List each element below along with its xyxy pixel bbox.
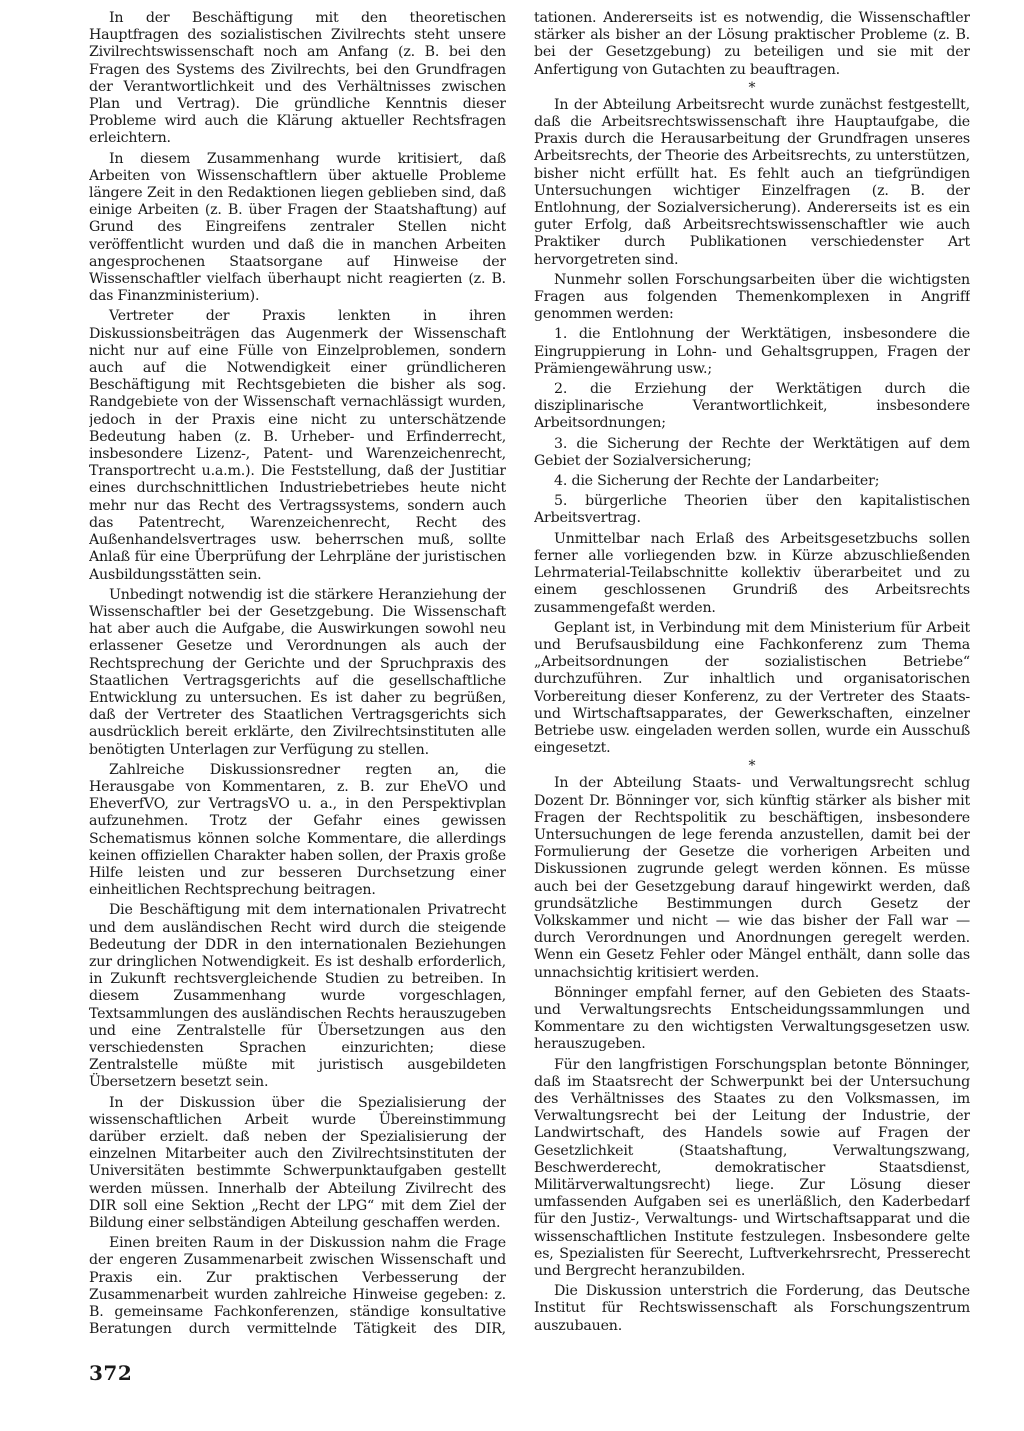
section-divider: * bbox=[748, 758, 756, 775]
left-column bbox=[89, 10, 506, 1336]
paragraph: Die Beschäftigung mit dem internationalen Privatrecht und dem ausländischen Recht wird durch die steigende Bedeutung der DDR in den internationalen Beziehungen zur dringlichen Notwendigkeit. Es ist deshalb erforderlich, in Zukunft rechtsvergleichende Studien zu betreiben. In diesem Zusammenhang wurde vorgeschlagen, Textsammlungen des ausländischen Rechts herauszugeben und eine Zentralstelle für Übersetzungen aus den verschiedensten Sprachen einzurichten; diese Zentralstelle müßte mit juristisch ausgebildeten Übersetzern besetzt sein. bbox=[89, 902, 506, 1091]
paragraph: Vertreter der Praxis lenkten in ihren Diskussionsbeiträgen das Augenmerk der Wissenschaft nicht nur auf eine Fülle von Einzelproblemen, sondern auch auf die Notwendigkeit einer gründlicheren Beschäftigung mit Rechtsgebieten die bisher als sog. Randgebiete von der Wissenschaft vernachlässigt wurden, jedoch in der Praxis eine nicht zu unterschätzende Bedeutung haben (z. B. Urheber- und Erfinderrecht, insbesondere Lizenz-, Patent- und Warenzeichenrecht, Transportrecht u.a.m.). Die Feststellung, daß der Justitiar eines durchschnittlichen Industriebetriebes heute nicht mehr nur das Recht des Vertragssystems, sondern auch das Patentrecht, Warenzeichenrecht, Recht des Außenhandelsvertrages usw. beherrschen muß, sollte Anlaß für eine Überprüfung der Lehrpläne der juristischen Ausbildungsstätten sein. bbox=[89, 308, 506, 583]
list-item: 5. bürgerliche Theorien über den kapitalistischen Arbeitsvertrag. bbox=[534, 493, 970, 527]
list-item: 3. die Sicherung der Rechte der Werktätigen auf dem Gebiet der Sozialversicherung; bbox=[534, 435, 970, 469]
paragraph: In der Beschäftigung mit den theoretischen Hauptfragen des sozialistischen Zivilrechts steht unsere Zivilrechtswissenschaft noch am Anfang (z. B. bei den Fragen des Systems des Zivilrechts, bei den Grundfragen der Verantwortlichkeit und des Verhältnisses zwischen Plan und Vertrag). Die gründliche Kenntnis dieser Probleme wird auch die Klärung aktueller Rechtsfragen erleichtern. bbox=[89, 10, 506, 147]
paragraph: In diesem Zusammenhang wurde kritisiert, daß Arbeiten von Wissenschaftlern über aktuelle Probleme längere Zeit in den Redaktionen liegen geblieben sind, daß einige Arbeiten (z. B. über Fragen der Staatshaftung) auf Grund des Eingreifens zentraler Stellen nicht veröffentlicht wurden und daß die in manchen Arbeiten angesprochenen Staatsorgane auf Hinweise der Wissenschaftler vielfach überhaupt nicht reagierten (z. B. das Finanzministerium). bbox=[89, 150, 506, 305]
paragraph: Für den langfristigen Forschungsplan betonte Bönninger, daß im Staatsrecht der Schwerpunkt bei der Untersuchung des Verhältnisses des Staates zu den Volksmassen, im Verwaltungsrecht bei der Leitung der Industrie, der Landwirtschaft, des Handels sowie auf Fragen der Gesetzlichkeit (Staatshaftung, Verwaltungszwang, Beschwerderecht, demokratischer Staatsdienst, Militärverwaltungsrecht) liege. Zur Lösung dieser umfassenden Aufgaben sei es unerläßlich, den Kaderbedarf für den Justiz-, Verwaltungs- und Wirtschaftsapparat und die wissenschaftlichen Institute festzulegen. Insbesondere gelte es, Spezialisten für Seerecht, Luftverkehrsrecht, Presserecht und Bergrecht heranzubilden. bbox=[534, 1056, 970, 1280]
paragraph: Unmittelbar nach Erlaß des Arbeitsgesetzbuchs sollen ferner alle vorliegenden bzw. in Kürze abzuschließenden Lehrmaterial-Teilabschnitte kollektiv überarbeitet und zu einem geschlossenen Grundriß des Arbeitsrechts zusammengefaßt werden. bbox=[534, 530, 970, 616]
paragraph: Unbedingt notwendig ist die stärkere Heranziehung der Wissenschaftler bei der Gesetzgebung. Die Wissenschaft hat aber auch die Aufgabe, die Auswirkungen sowohl neu erlassener Gesetze und Verordnungen als auch der Rechtsprechung der Gerichte und der Spruchpraxis des Staatlichen Vertragsgerichts auf die gesellschaftliche Entwicklung zu untersuchen. Es ist daher zu begrüßen, daß der Vertreter des Staatlichen Vertragsgerichts sich ausdrücklich bereit erklärte, den Zivilrechtsinstituten alle benötigten Unterlagen zur Verfügung zu stellen. bbox=[89, 586, 506, 758]
paragraph: Geplant ist, in Verbindung mit dem Ministerium für Arbeit und Berufsausbildung eine Fachkonferenz zum Thema „Arbeitsordnungen der sozialistischen Betriebe“ durchzuführen. Zur inhaltlich und organisatorischen Vorbereitung dieser Konferenz, zu der Vertreter des Staats- und Wirtschaftsapparates, der Gewerkschaften, einzelner Betriebe usw. eingeladen werden sollen, wurde ein Ausschuß eingesetzt. bbox=[534, 619, 970, 757]
paragraph: Bönninger empfahl ferner, auf den Gebieten des Staats- und Verwaltungsrechts Entscheidungssammlungen und Kommentare zu den wichtigsten Verwaltungsgesetzen usw. herauszugeben. bbox=[534, 984, 970, 1053]
paragraph: In der Abteilung Staats- und Verwaltungsrecht schlug Dozent Dr. Bönninger vor, sich künftig stärker als bisher mit Fragen der Rechtspolitik zu beschäftigen, insbesondere Untersuchungen de lege ferenda anzustellen, damit bei der Formulierung der Gesetze die vorherigen Arbeiten und Diskussionen zugrunde gelegt werden können. Es müsse auch bei der Gesetzgebung darauf hingewirkt werden, daß grundsätzliche Bestimmungen durch Gesetz der Volkskammer und nicht — wie das bisher der Fall war — durch Verordnungen und Anordnungen geregelt werden. Wenn ein Gesetz Fehler oder Mängel enthält, dann solle das unnachsichtig kritisiert werden. bbox=[534, 775, 970, 981]
list-item: 4. die Sicherung der Rechte der Landarbeiter; bbox=[554, 473, 880, 490]
list-item: 1. die Entlohnung der Werktätigen, insbesondere die Eingruppierung in Lohn- und Gehaltsgruppen, Fragen der Prämiengewährung usw.; bbox=[534, 326, 970, 377]
list-item: 2. die Erziehung der Werktätigen durch die disziplinarische Verantwortlichkeit, insbesondere Arbeitsordnungen; bbox=[534, 381, 970, 432]
page-number: 372 bbox=[89, 1361, 133, 1385]
paragraph: Zahlreiche Diskussionsredner regten an, die Herausgabe von Kommentaren, z. B. zur EheVO und EheverfVO, zur VertragsVO u. a., in den Perspektivplan aufzunehmen. Trotz der Gefahr eines gewissen Schematismus können solche Kommentare, die allerdings keinen offiziellen Charakter haben sollen, der Praxis große Hilfe leisten und zur besseren Durchsetzung einer einheitlichen Rechtsprechung beitragen. bbox=[89, 761, 506, 899]
continuation-paragraph: tationen. Andererseits ist es notwendig, die Wissenschaftler stärker als bisher an der Lösung praktischer Probleme (z. B. bei der Gesetzgebung) zu beteiligen und sie mit der Anfertigung von Gutachten zu beauftragen. bbox=[534, 10, 970, 78]
paragraph: In der Diskussion über die Spezialisierung der wissenschaftlichen Arbeit wurde Übereinstimmung darüber erzielt. daß neben der Spezialisierung der einzelnen Mitarbeiter auch den Zivilrechtsinstituten der Universitäten bestimmte Schwerpunktaufgaben gestellt werden müssen. Innerhalb der Abteilung Zivilrecht des DIR soll eine Sektion „Recht der LPG“ mit dem Ziel der Bildung einer selbständigen Abteilung geschaffen werden. bbox=[89, 1094, 506, 1232]
paragraph: In der Abteilung Arbeitsrecht wurde zunächst festgestellt, daß die Arbeitsrechtswissenschaft ihre Hauptaufgabe, die Praxis durch die Herausarbeitung der Grundfragen unseres Arbeitsrechts, der Theorie des Arbeitsrechts, zu unterstützen, bisher nicht erfüllt hat. Es fehlt auch an tiefgründigen Untersuchungen wichtiger Einzelfragen (z. B. der Entlohnung, der Sozialversicherung). Andererseits ist es ein guter Erfolg, daß Arbeitsrechtswissenschaftler wie auch Praktiker durch Publikationen verschiedenster Art hervorgetreten sind. bbox=[534, 96, 970, 268]
section-divider: * bbox=[748, 79, 756, 96]
paragraph: Nunmehr sollen Forschungsarbeiten über die wichtigsten Fragen aus folgenden Themenkomplexen in Angriff genommen werden: bbox=[534, 271, 970, 323]
paragraph: Die Diskussion unterstrich die Forderung, das Deutsche Institut für Rechtswissenschaft als Forschungszentrum auszubauen. bbox=[534, 1283, 970, 1334]
right-column bbox=[534, 10, 970, 1336]
paragraph: Einen breiten Raum in der Diskussion nahm die Frage der engeren Zusammenarbeit zwischen Wissenschaft und Praxis ein. Zur praktischen Verbesserung der Zusammenarbeit wurden zahlreiche Hinweise gegeben: z. B. gemeinsame Fachkonferenzen, ständige konsultative Beratungen durch vermittelnde Tätigkeit des DIR, bbox=[89, 1235, 506, 1336]
